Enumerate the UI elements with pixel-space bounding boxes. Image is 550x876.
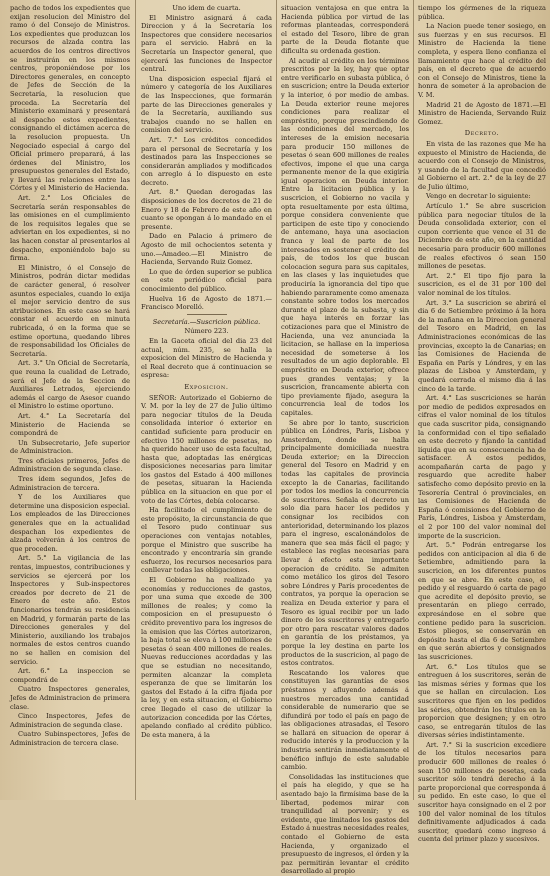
paragraph: SEÑOR: Autorizado el Gobierno de V. M. por la ley de 27 de Julio último para negociar títulos de la Deuda consolidada interior ó exterior en cantidad suficiente para producir en efectivo 150 millones de pesetas, no ha querido hacer uso de esta facultad, hasta que, adoptadas las enérgicas disposiciones necesarias para limitar los gastos del Estado á 400 millones de pesetas, situaran la Hacienda pública en la situacion en que por el voto de las Córtes, debía colocarse. — [141, 393, 272, 505]
paragraph: Art. 8.° Quedan derogadas las disposiciones de los decretos de 21 de Enero y 18 de Febrero de este año en cuanto se opongan á lo mandado en el presente. — [141, 188, 272, 231]
paragraph: Art. 3.° La suscricion se abrirá el dia 6 de Setiembre próximo á la hora de la mañana en la Direccion general del Tesoro en Madrid, en las Administraciones económicas de las provincias, excepto la de Canarias; en las Comisiones de Hacienda de España en París y Lóndres, y en las plazas de Lisboa y Amsterdam, y quedará cerrada el mismo dia á las cinco de la tarde. — [418, 298, 546, 393]
paragraph: Art. 5.° La vigilancia de las rentas, impuestos, contribuciones y servicios se ejercerá por los Inspectores y Sub-inspectores creados por decreto de 21 de Enero de este año. Estos funcionarios tendrán su residencia en Madrid, y formarán parte de las Direcciones generales y del Ministerio, auxiliando los trabajos normales de estos centros cuando no se hallen en comision del servicio. — [10, 554, 130, 666]
paragraph: Art. 2.° Los Oficiales de Secretaría serán responsables de las omisiones en el cumplimiento de los requisitos legales que se adviertan en los expedientes, si no las hacen constar al presentarlos al despacho, exponiéndolo bajo su firma. — [10, 194, 130, 263]
paragraph: situacion ventajosa en que entra la Hacienda pública por virtud de las reformas planteadas, corresponderá el estado del Tesoro, libre de gran parte de la Deuda flotante que dificulta su ordenada gestion. — [281, 4, 409, 55]
decreto-heading: Decreto. — [464, 129, 500, 138]
paragraph: Un Subsecretario, Jefe superior de Administracion. — [10, 438, 130, 456]
paragraph: Art. 6.° La inspeccion se compondrá de — [10, 667, 130, 684]
paragraph: Consolidadas las instituciones que el país ha elegido, y que se ha asentado bajo la firmísima base de la libertad, podemos mirar con tranquilidad al porvenir; y es evidente, que limitados los gastos del Estado á nuestras necesidades reales, contado el Gobierno de esta Hacienda, y organizado el presupuesto de ingresos, el órden y la paz permitirán levantar el crédito desarrollado al propio — [281, 772, 409, 876]
paragraph: En la Gaceta oficial del dia 23 del actual, núm. 235, se halla la exposicion del Ministro de Hacienda y el Real decreto que á continuacion se espresa: — [141, 336, 272, 380]
paragraph: Tres idem segundos, Jefes de Administracion de tercera. — [10, 475, 130, 492]
section-divider — [187, 314, 227, 315]
paragraph: Art. 5.° Podrán entregarse los pedidos con anticipacion al dia 6 de Setiembre, admitiendo para la suscricion, en los diferentes puntos en que se abre. En este caso, el pedido y el resguardo ó carta de pago que acredite el depósito previo, se presentarán en pliego cerrado, expresándose en el sobre que contiene pedido para la suscricion. Estos pliegos, se conservarán en depósito hasta el dia 6 de Setiembre en que serán abiertos y consignados las suscriciones. — [418, 541, 546, 661]
paragraph: Lo que de órden superior se publica en este periódico oficial para conocimiento del público. — [141, 267, 272, 293]
section-heading: Secretaría.—Suscricion pública. — [152, 317, 261, 326]
paragraph: El Ministro asignará á cada Direccion y á la Secretaría los Inspectores que considere necesarios para el servicio. Habrá en la Secretaría un Inspector general, que ejercerá las funciones de Inspector central. — [141, 13, 272, 74]
paragraph: Y de los Auxiliares que determine una disposicion especial. Los empleados de las Direcciones generales que en la actualidad despachan los expedientes de alzada volverán á los centros de que proceden. — [10, 493, 130, 553]
paragraph: Al acudir al crédito en los términos prescritos por la ley, hay que optar entre verificarlo en subasta pública, ó en suscricion; entre la Deuda exterior y la interior, ó por medio de ambas. La Deuda exterior reune mejores condiciones para realizar el empréstito, porque prescindiendo de las condiciones del mercado, los intereses de la emision necesaria para producir 150 millones de pesetas ó sean 600 millones de reales efectivos, impone el que una carga permanente menor de la que exigiría igual operacion en Deuda interior. Entre la licitacion pública y la suscricion, el Gobierno no vacila y opta resueltamente por esta última, porque considera conveniente que participen de este tipo y conociendo de antemano, haya una asociacion franca y leal de parte de los interesados en sostener el crédito del país, de todos los que buscan colocacion segura para sus capitales, en las clases y las inquietudes que produciría la ignorancia del tipo que habiendo pararamente como amenaza constante sobre todos los mercados durante el plazo de la subasta, y sin que haya interés en forzar las cotizaciones para que el Ministro de Hacienda, una vez anunciada la licitacion, se hallase en la imperiosa necesidad de someterse á los resultados de un agio deplorable. El empréstito en Deuda exterior, ofrece pues grandes ventajas; y la suscricion, francamente abierta con tipo previamente fijado, asegura la concurrencia leal de todos los capitales. — [281, 56, 409, 417]
paragraph: Dado en Palacio á primero de Agosto de mil ochocientos setenta y uno.—Amadeo.—El Ministro de Hacienda, Servando Ruiz Gomez. — [141, 232, 272, 267]
paragraph: tiempo los gérmenes de la riqueza pública. — [418, 4, 546, 21]
number-label: Número 223. — [184, 327, 229, 336]
paragraph: Artículo 1.° Se abre suscricion pública para negociar títulos de la Deuda consolidada exterior, con el cupon corriente que vence el 31 de Diciembre de este año, en la cantidad necesaria para producir 600 millones de reales efectivos ó sean 150 millones de pesetas. — [418, 202, 546, 271]
column-1 — [10, 4, 130, 800]
paragraph: Tres oficiales primeros, Jefes de Administracion de segunda clase. — [10, 456, 130, 474]
paragraph: Cinco Inspectores, Jefes de Administracion de segunda clase. — [10, 712, 130, 729]
paragraph: Se abre por lo tanto, suscricion pública en Lóndres, París, Lisboa y Amsterdam, donde se halla principalmente domiciliada nuestra Deuda exterior; en la Direccion general del Tesoro en Madrid y en todas las capitales de provincia excepto la de Canarias, facilitando por todos los medios la concurrencia de suscritores. Señala el decreto un solo dia para hacer los pedidos y consignar los recibidos con anterioridad, determinando los plazos para el ingreso, escalonándolos de manera que sea más fácil el pago; y establece las reglas necesarias para llevar á efecto esta importante operacion de crédito. Se admiten como metálico los giros del Tesoro sobre Lóndres y París procedentes de contratos, ya porque la operacion se realiza en Deuda exterior y para el Tesoro es igual recibir por un lado dinero de los suscritores y entregarlo por otro para rescatar valores dados en garantía de los préstamos, ya porque la ley destina en parte los productos de la suscricion, al pago de estos contratos. — [281, 418, 409, 668]
paragraph: Una disposicion especial fijará el número y categoría de los Auxiliares de las Inspecciones, que formarán parte de las Direcciones generales y de la Secretaría, auxiliando sus trabajos cuando no se hallen en comision del servicio. — [141, 74, 272, 135]
column-3 — [281, 4, 409, 876]
paragraph: La Nacion puede tener sosiego, en sus fuerzas y en sus recursos. El Ministro de Hacienda la tiene completa, y espera lleno confianza el llamamiento que hace al crédito del país, en el decreto que de acuerdo con el Consejo de Ministros, tiene la honra de someter á la aprobacion de V. M. — [418, 22, 546, 99]
paragraph: Art. 3.° Un Oficial de Secretaría, que reuna la cualidad de Letrado, será el Jefe de la Seccion de Auxiliares Letrados, ejerciendo además el cargo de Asesor cuando el Ministro lo estime oportuno. — [10, 359, 130, 411]
paragraph: Art. 6.° Los títulos que se entreguen á los suscritores, serán de las mismas séries y formas que los que se hallan en circulacion. Los suscritores que fijen en los pedidos las séries, obtendrán los títulos en la proporcion que designen; y en otro caso, se entregarán títulos de las diversas séries indistintamente. — [418, 662, 546, 740]
paragraph: pacho de todos los expedientes que exijan resolucion del Ministro del ramo ó del Consejo de Ministros. Los expedientes que produzcan los recursos de alzada contra las acuerdos de los centros directivos se instruirán en los mismos centros, proponiéndose por los Directores generales, en concepto de Jefes de Sección de la Secretaría, la resolucion que proceda. La Secretaría del Ministerio examinará y presentará al despacho estos expedientes, consignando el dictámen acerca de la resolucion propuesta. Un Negociado especial á cargo del Oficial primero preparará, á las órdenes del Ministro, los presupuestos generales del Estado, y llevará las relaciones entre las Córtes y el Ministerio de Hacienda. — [10, 4, 130, 193]
paragraph: Uno idem de cuarta. — [172, 4, 241, 12]
date-signature: Madrid 21 de Agosto de 1871.—El Ministro de Hacienda, Servando Ruiz Gomez. — [418, 100, 546, 126]
paragraph: Cuatro Subinspectores, Jefes de Administracion de tercera clase. — [10, 730, 130, 747]
paragraph: El Gobierno ha realizado ya economías y reducciones de gastos, por una suma que excede de 300 millones de reales; y como la composicion en el presupuesto ó crédito preventivo para los ingresos de la emision que las Córtes autorizaron, la baja total se eleva á 100 millones de pesetas ó sean 400 millones de reales. Nuevas reducciones acordadas y las que se estudian no necesitando, permiten alcanzar la completa esperanza de que se limitarán los gastos del Estado á la cifra fijada por la ley, y en esta situacion, el Gobierno cree llegado el caso de utilizar la autorizacion concedida por las Córtes, apelando confiado al crédito público. De esta manera, á la — [141, 576, 272, 739]
paragraph: Art. 4.° La Secretaría del Ministerio de Hacienda se compondrá de — [10, 411, 130, 438]
paragraph: Cuatro Inspectores generales, Jefes de Administracion de primera clase. — [10, 685, 130, 711]
paragraph: Vengo en decretar lo siguiente: — [426, 192, 531, 201]
column-4 — [418, 4, 546, 844]
date-signature: Huelva 16 de Agosto de 1871.—Francisco Morelló. — [141, 294, 272, 312]
paragraph: Rescatando los valores que constituyen las garantías de esos préstamos y afluyendo además á nuestros mercados una cantidad considerable de numerario que se difundirá por todo el país en pago de las obligaciones atrasadas, el Tesoro se hallará en situacion de operar á reducido interés y la produccion y la industria sentirán inmediatamente el benéfico influjo de este saludable cambio. — [281, 668, 409, 772]
paragraph: En vista de las razones que Me ha expuesto el Ministro de Hacienda, de acuerdo con el Consejo de Ministros, y usando de la facultad que concedió al Gobierno el art. 2.° de la ley de 27 de Julio último, — [418, 139, 546, 191]
paragraph: Art. 7.° Si la suscricion excediere de los títulos necesarios para producir 600 millones de reales ó sean 150 millones de pesetas, cada suscritor sólo tendrá derecho á la parte proporcional que corresponda á su pedido. En este caso, lo que el suscritor haya consignado en el 2 por 100 del valor nominal de los títulos definitivamente adjudicados á cada suscritor, quedará como ingreso á cuenta del primer plazo y sucesivos. — [418, 740, 546, 844]
exposicion-heading: Exposicion. — [184, 382, 229, 391]
paragraph: El Ministro, ó el Consejo de Ministros, podrán dictar medidas de carácter general, ó resolver asuntos especiales, cuando lo exija el mejor servicio dentro de sus atribuciones. En este caso se hará constar el acuerdo en minuta rubricada, ó en la forma que se estime oportuna, quedando libres de responsabilidad los Oficiales de Secretaría. — [10, 263, 130, 358]
column-rule — [276, 0, 277, 800]
paragraph: Art. 2.° El tipo fijo para la suscricion, es el de 31 por 100 del valor nominal de los títulos. — [418, 271, 546, 297]
column-2 — [141, 4, 272, 800]
paragraph: Art. 4.° Las suscriciones se harán por medio de pedidos expresados en cifras el valor nominal de los títulos que cada suscritor pida, consignando la conformidad con el tipo señalado en este decreto y fijando la cantidad líquida que en su consecuencia ha de satisfacer. Á estos pedidos, acompañarán carta de pago y resguardo que acredite haber satisfecho como depósito previo en la Tesorería Central ó provinciales, en las Comisiones de Hacienda de España ó comisiones del Gobierno de París, Lóndres, Lisboa y Amsterdam, el 2 por 100 del valor nominal del importe de la suscricion. — [418, 394, 546, 540]
paragraph: Ha facilitado el cumplimiento de este propósito, la circunstancia de que el Tesoro pudo continuar sus operaciones con ventajas notables, porque el Ministro que suscribe ha encontrado y encontraría sin grande esfuerzo, los recursos necesarios para conllevar todas las obligaciones. — [141, 506, 272, 575]
column-rule — [413, 0, 414, 800]
column-rule — [135, 0, 136, 800]
paragraph: Art. 7.° Los créditos concedidos para el personal de Secretaría y los destinados para las Inspecciones se considerarán ampliados y modificados con arreglo á lo dispuesto en este decreto. — [141, 135, 272, 187]
